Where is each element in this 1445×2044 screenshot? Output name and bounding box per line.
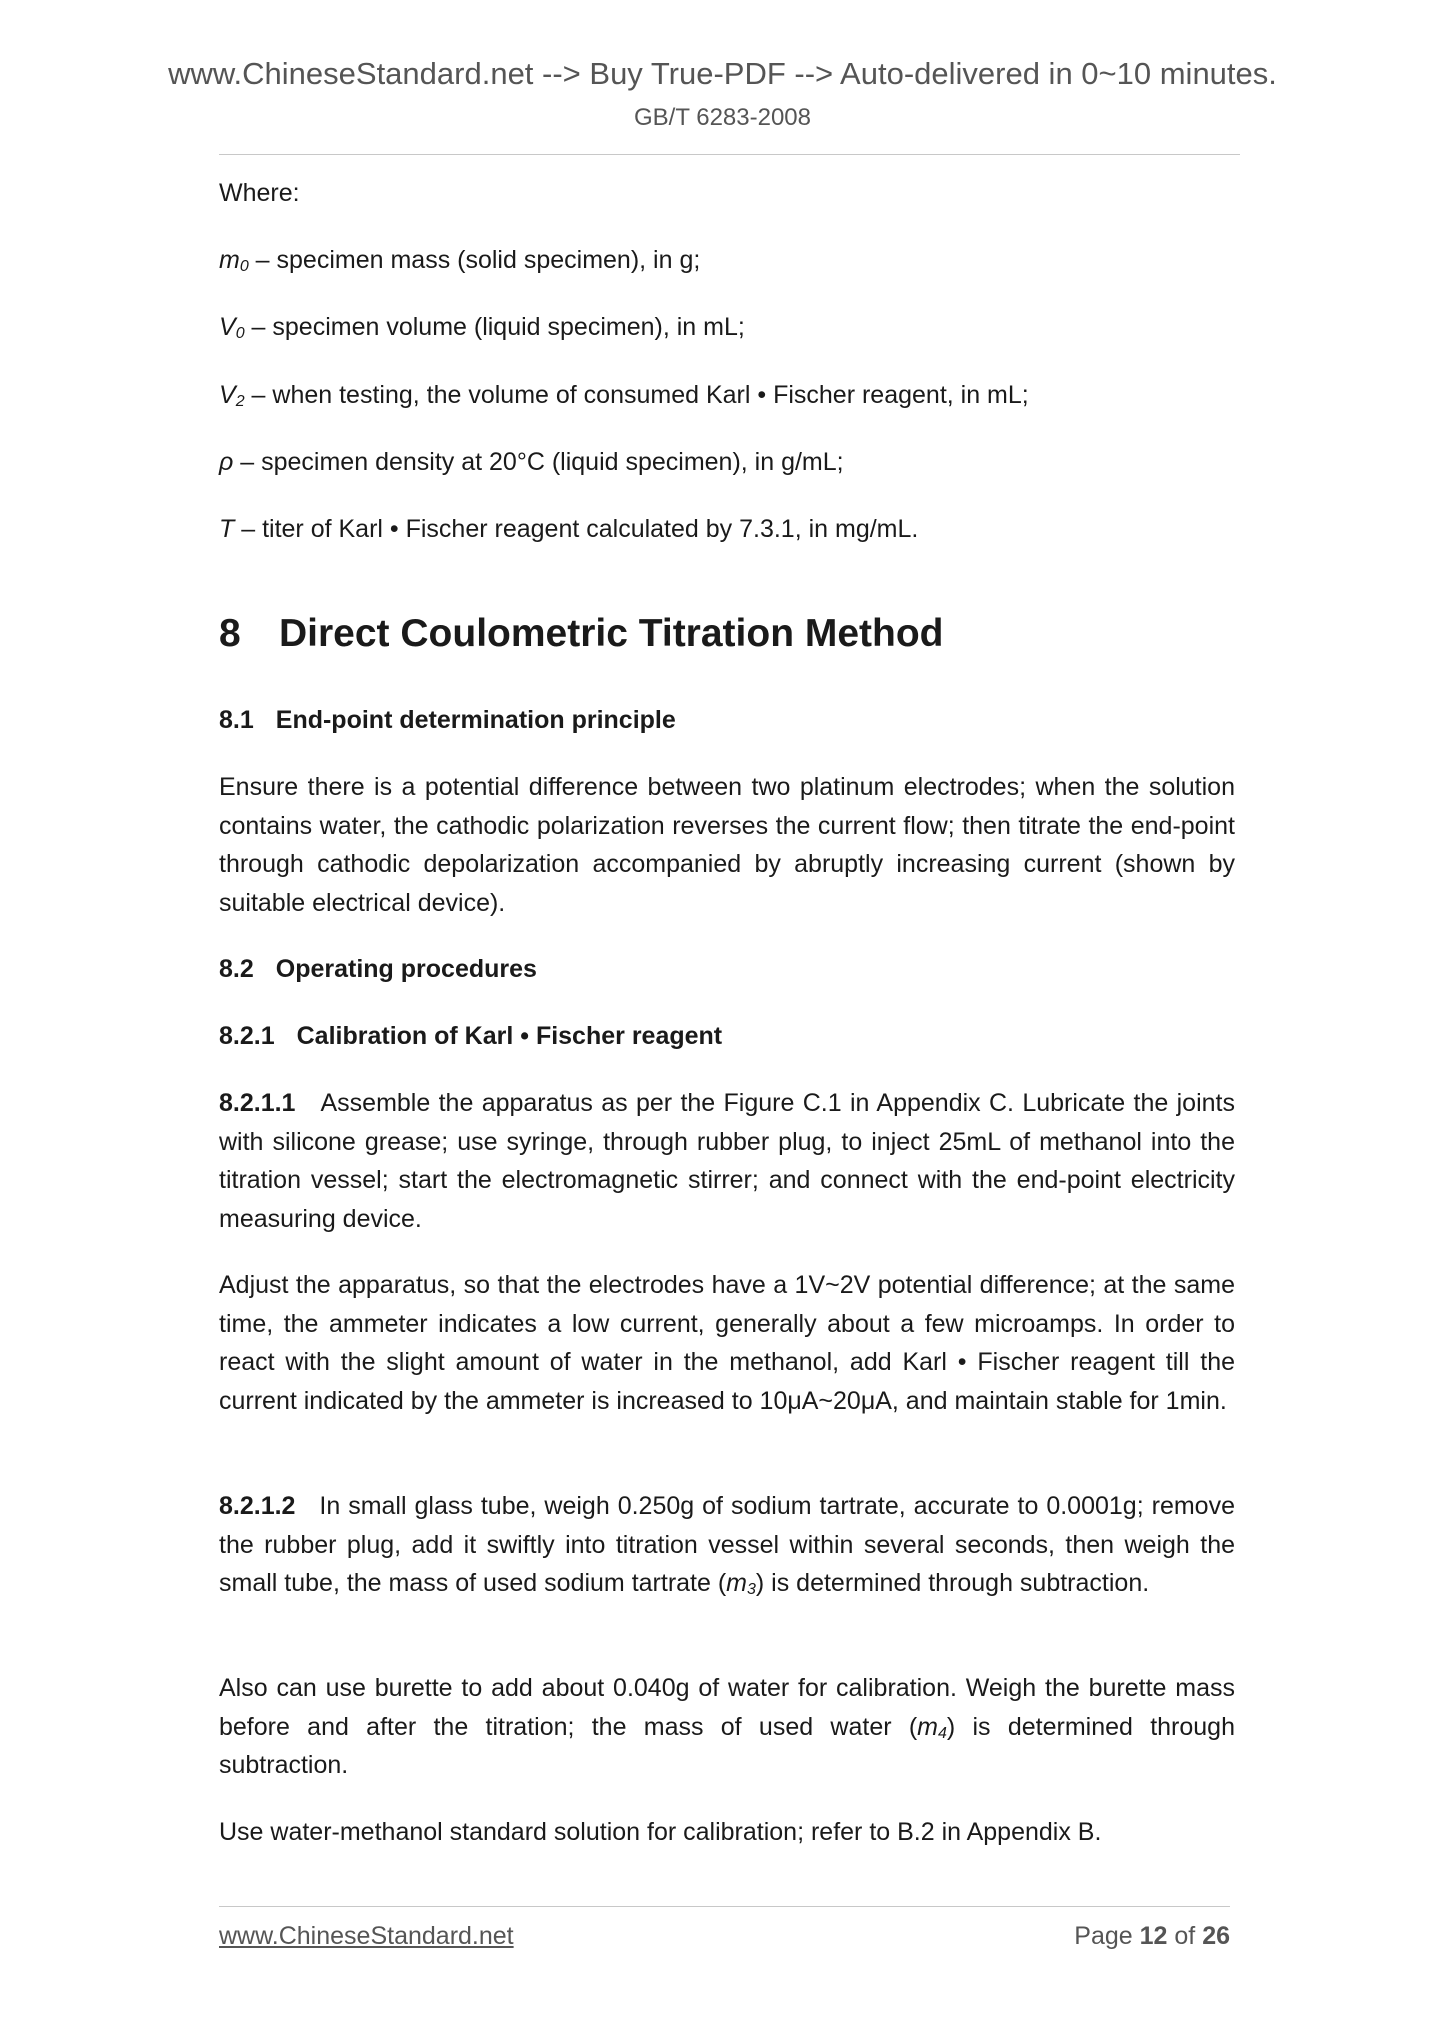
subscript: 4 <box>937 1724 947 1742</box>
section-title: Calibration of Karl • Fischer reagent <box>296 1022 723 1050</box>
symbol: ρ <box>219 448 234 476</box>
definition-v0 <box>219 308 1235 347</box>
section-number: 8.2.1 <box>219 1022 275 1050</box>
where-label: Where: <box>219 179 300 207</box>
subscript: 0 <box>235 325 245 342</box>
subscript: 0 <box>239 258 249 275</box>
section-title: End-point determination principle <box>275 706 676 734</box>
footer-site-link[interactable]: www.ChineseStandard.net <box>219 1922 514 1950</box>
header-divider <box>219 154 1240 155</box>
symbol: V <box>219 381 236 409</box>
definition-text: – specimen density at 20°C (liquid specimen), in g/mL; <box>233 448 844 476</box>
page-word: Page <box>1074 1922 1133 1950</box>
symbol: V <box>219 313 236 341</box>
footer-divider <box>219 1906 1230 1907</box>
definition-m0 <box>219 241 1235 280</box>
definition-text: – specimen mass (solid specimen), in g; <box>248 246 701 274</box>
section-title: Operating procedures <box>275 955 537 983</box>
clause-text-b: ) is determined through subtraction. <box>755 1569 1150 1597</box>
symbol: m <box>219 246 240 274</box>
section-8-heading <box>219 609 944 659</box>
clause-number: 8.2.1.1 <box>219 1089 296 1117</box>
symbol: T <box>219 515 235 543</box>
clause-number: 8.2.1.2 <box>219 1492 296 1520</box>
footer <box>219 1922 1230 1951</box>
text-a: Also can use burette to add about 0.040g of water for calibration. Weigh the burette mass before and after the titration; the mass of used water ( <box>219 1674 1235 1741</box>
page-number: 12 <box>1139 1922 1168 1950</box>
of-word: of <box>1174 1922 1196 1950</box>
adjust-paragraph: Adjust the apparatus, so that the electrodes have a 1V~2V potential difference; at the same time, the ammeter indicates a low current, generally about a few microamps. In order to react with the slight amount of water in the methanol, add Karl • Fischer reagent till the current indicated by the ammeter is increased to 10μA~20μA, and maintain stable for 1min. <box>219 1271 1235 1415</box>
clause-text: Assemble the apparatus as per the Figure C.1 in Appendix C. Lubricate the joints with silicone grease; use syringe, through rubber plug, to inject 25mL of methanol into the titration vessel; start the electromagnetic stirrer; and connect with the end-point electricity measuring device. <box>219 1089 1235 1233</box>
section-8-1-heading <box>219 701 676 739</box>
page-indicator <box>1074 1922 1230 1951</box>
paragraph-8-2-1-1 <box>219 1084 1235 1238</box>
standard-id: GB/T 6283-2008 <box>633 104 811 131</box>
section-number: 8.2 <box>219 955 254 983</box>
standard-solution-paragraph: Use water-methanol standard solution for calibration; refer to B.2 in Appendix B. <box>219 1818 1102 1846</box>
burette-paragraph <box>219 1669 1235 1785</box>
definition-text: – specimen volume (liquid specimen), in mL; <box>244 313 745 341</box>
subscript: 3 <box>747 1581 756 1598</box>
section-8-2-heading <box>219 950 537 988</box>
definition-rho <box>219 443 1235 482</box>
subscript: 2 <box>235 393 245 410</box>
section-number: 8 <box>219 612 241 655</box>
section-number: 8.1 <box>219 706 254 734</box>
principle-paragraph: Ensure there is a potential difference between two platinum electrodes; when the solution contains water, the cathodic polarization reverses the current flow; then titrate the end-point through cathodic depolarization accompanied by abruptly increasing current (shown by suitable electrical device). <box>219 773 1235 917</box>
section-title: Direct Coulometric Titration Method <box>279 612 944 655</box>
section-8-2-1-heading <box>219 1017 722 1055</box>
header-banner: www.ChineseStandard.net --> Buy True-PDF --> Auto-delivered in 0~10 minutes. <box>168 56 1277 91</box>
definition-t <box>219 510 1235 549</box>
definition-text: – titer of Karl • Fischer reagent calculated by 7.3.1, in mg/mL. <box>234 515 919 543</box>
definition-v2 <box>219 376 1235 415</box>
definition-text: – when testing, the volume of consumed Karl • Fischer reagent, in mL; <box>244 381 1029 409</box>
total-pages: 26 <box>1202 1922 1230 1950</box>
symbol: m <box>726 1569 747 1597</box>
text-b: ) is determined through subtraction. <box>219 1712 1235 1779</box>
clause-text-a: In small glass tube, weigh 0.250g of sodium tartrate, accurate to 0.0001g; remove the rubber plug, add it swiftly into titration vessel within several seconds, then weigh the small tube, the mass of used sodium tartrate ( <box>219 1492 1235 1597</box>
symbol: m <box>917 1712 938 1741</box>
paragraph-8-2-1-2 <box>219 1487 1235 1603</box>
